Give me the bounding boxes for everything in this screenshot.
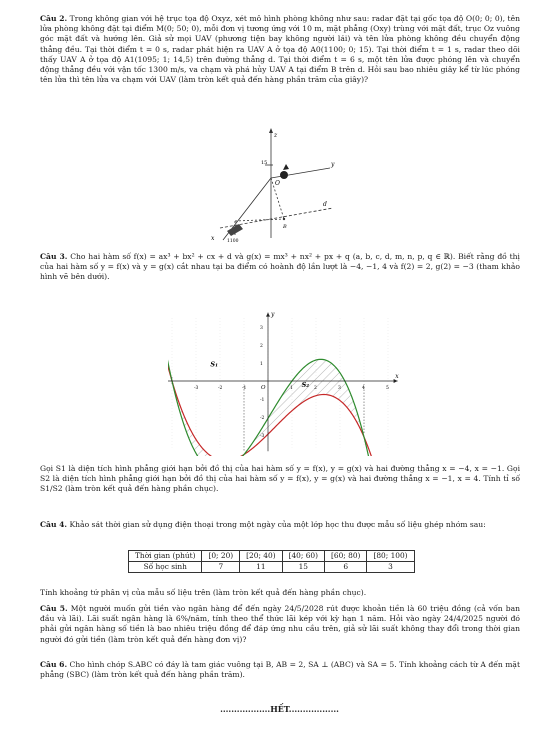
- question-5: [40, 604, 520, 645]
- table-cell: 7: [202, 562, 240, 573]
- s1-label: S₁: [210, 360, 218, 369]
- o-label: O: [275, 180, 280, 187]
- question-4: [40, 520, 520, 530]
- axes: [168, 313, 398, 452]
- y-tick-label: -3: [260, 434, 265, 439]
- question-3-part-b: [40, 464, 520, 495]
- table-header-row: [129, 551, 415, 562]
- y-tick-label: 2: [260, 344, 263, 349]
- x-tick-label: -1: [242, 386, 247, 391]
- table-cell: [60; 80): [325, 551, 367, 562]
- table-cell: Thời gian (phút): [129, 551, 202, 562]
- x-tick-label: 1: [290, 386, 293, 391]
- d-label: d: [323, 201, 327, 208]
- table-cell: Số học sinh: [129, 562, 202, 573]
- y-label: y: [331, 161, 335, 168]
- table-cell: 15: [282, 562, 324, 573]
- question-2: [40, 14, 520, 85]
- question-3: [40, 252, 520, 283]
- origin-label: O: [261, 385, 266, 391]
- area-s1: [172, 381, 244, 456]
- y-tick-label: 3: [260, 326, 263, 331]
- b-label: B: [283, 224, 287, 230]
- table-cell: [80; 100): [367, 551, 414, 562]
- question-4-after-text: Tính khoảng tứ phân vị của mẫu số liệu trên (làm tròn kết quả đến hàng phần chục).: [40, 588, 367, 597]
- y-tick-label: -2: [260, 416, 265, 421]
- table-cell: [40; 60): [282, 551, 324, 562]
- y-tick-label: -1: [260, 398, 265, 403]
- question-2-label: Câu 2.: [40, 14, 68, 23]
- z-arrow-icon: [269, 128, 273, 133]
- y-tick-label: 1: [260, 362, 263, 367]
- z-label: z: [274, 132, 278, 139]
- x-tick-label: -2: [218, 386, 223, 391]
- y-axis-label: y: [271, 311, 275, 319]
- x-tick-label: 1100: [227, 239, 239, 244]
- end-marker: ..................HẾT..................: [220, 704, 339, 714]
- table-cell: 6: [325, 562, 367, 573]
- question-4-text: Khảo sát thời gian sử dụng điện thoại trong một ngày của một lớp học thu được mẫu số liệu ghép nhóm sau:: [69, 520, 486, 529]
- grid: [172, 318, 388, 448]
- fifteen-label: 15: [261, 160, 268, 166]
- question-2-text: Trong không gian với hệ trục tọa độ Oxyz, xét mô hình phòng không như sau: radar đặt tại gốc tọa độ O(0; 0; 0), tên lửa phòng không đặt tại điểm M(0; 50; 0), mỗi đơn vị tương ứng với 10 m, mặt phẳng (Oxy) trùng với mặt đất, trục Oz vuông góc mặt đất và hướng lên. Giả sử mọi UAV (phương tiện bay không người lái) và tên lửa phòng không đều chuyển động thẳng đều. Tại thời điểm t = 0 s, radar phát hiện ra UAV A ở tọa độ A0(1100; 0; 15). Tại thời điểm t = 1 s, radar theo dõi thấy UAV A ở tọa độ A1(1095; 1; 14,5) trên đường thẳng d. Tại thời điểm t = 6 s, một tên lửa được phóng lên và chuyển động thẳng đều với vận tốc 1300 m/s, va chạm và phá hủy UAV A tại điểm B trên d. Hỏi sau bao nhiêu giây kể từ lúc phóng tên lửa thì tên lửa va chạm với UAV (làm tròn kết quả đến hàng phần trăm của giây)?: [40, 14, 520, 85]
- table-cell: 11: [240, 562, 282, 573]
- question-3-text-b: Gọi S1 là diện tích hình phẳng giới hạn bởi đồ thị của hai hàm số y = f(x), y = g(x) và hai đường thẳng x = −4, x = −1. Gọi S2 là diện tích hình phẳng giới hạn bởi đồ thị của hai hàm số y = f(x), y = g(x) và hai đường thẳng x = −1, x = 4. Tính tỉ số S1/S2 (làm tròn kết quả đến hàng phần chục).: [40, 464, 520, 494]
- table-cell: [0; 20): [202, 551, 240, 562]
- question-5-text: Một người muốn gửi tiền vào ngân hàng để đến ngày 24/5/2028 rút được khoản tiền là 60 triệu đồng (cả vốn ban đầu và lãi). Lãi suất ngân hàng là 6%/năm, tính theo thể thức lãi kép với kỳ hạn 1 năm. Hỏi vào ngày 24/4/2025 người đó phải gửi ngân hàng số tiền là bao nhiêu triệu đồng để đáp ứng nhu cầu trên, giả sử lãi suất không thay đổi trong thời gian người đó gửi tiền (làm tròn kết quả đến hàng đơn vị)?: [40, 604, 520, 644]
- question-3-label: Câu 3.: [40, 252, 68, 261]
- x-tick-label: 4: [362, 386, 365, 391]
- question-3-text-a: Cho hai hàm số f(x) = ax³ + bx² + cx + d và g(x) = mx³ + nx² + px + q (a, b, c, d, m, n, p, q ∈ ℝ). Biết rằng đồ thị của hai hàm số y = f(x) và y = g(x) cắt nhau tại ba điểm có hoành độ lần lượt là −4, −1, 4 và f(2) = 2, g(2) = −3 (tham khảo hình vẽ bên dưới).: [40, 252, 520, 282]
- s2-label: S₂: [301, 381, 310, 389]
- air-defense-figure: [205, 128, 345, 246]
- question-6-label: Câu 6.: [40, 660, 68, 669]
- y-axis: [271, 168, 330, 178]
- question-6: [40, 660, 520, 680]
- y-arrow-icon: [266, 313, 270, 317]
- x-axis-label: x: [395, 373, 399, 380]
- question-5-label: Câu 5.: [40, 604, 68, 613]
- point-b: [283, 218, 285, 220]
- table-row: [129, 562, 415, 573]
- question-6-text: Cho hình chóp S.ABC có đáy là tam giác vuông tại B, AB = 2, SA ⊥ (ABC) và SA = 5. Tính khoảng cách từ A đến mặt phẳng (SBC) (làm tròn kết quả đến hàng phần trăm).: [40, 660, 520, 680]
- x-tick-label: 5: [386, 386, 389, 391]
- x-tick-label: 3: [338, 386, 341, 391]
- frequency-table: [128, 550, 415, 573]
- x-tick-label: -3: [194, 386, 199, 391]
- x-label: x: [211, 235, 215, 242]
- question-4-label: Câu 4.: [40, 520, 68, 529]
- line-d: [220, 208, 333, 228]
- question-4-after: [40, 588, 520, 598]
- missile-icon: [283, 164, 289, 170]
- table-cell: 3: [367, 562, 414, 573]
- table-cell: [20; 40): [240, 551, 282, 562]
- x-tick-label: 2: [314, 386, 317, 391]
- radar-icon: [280, 171, 288, 179]
- function-graph: [168, 306, 408, 456]
